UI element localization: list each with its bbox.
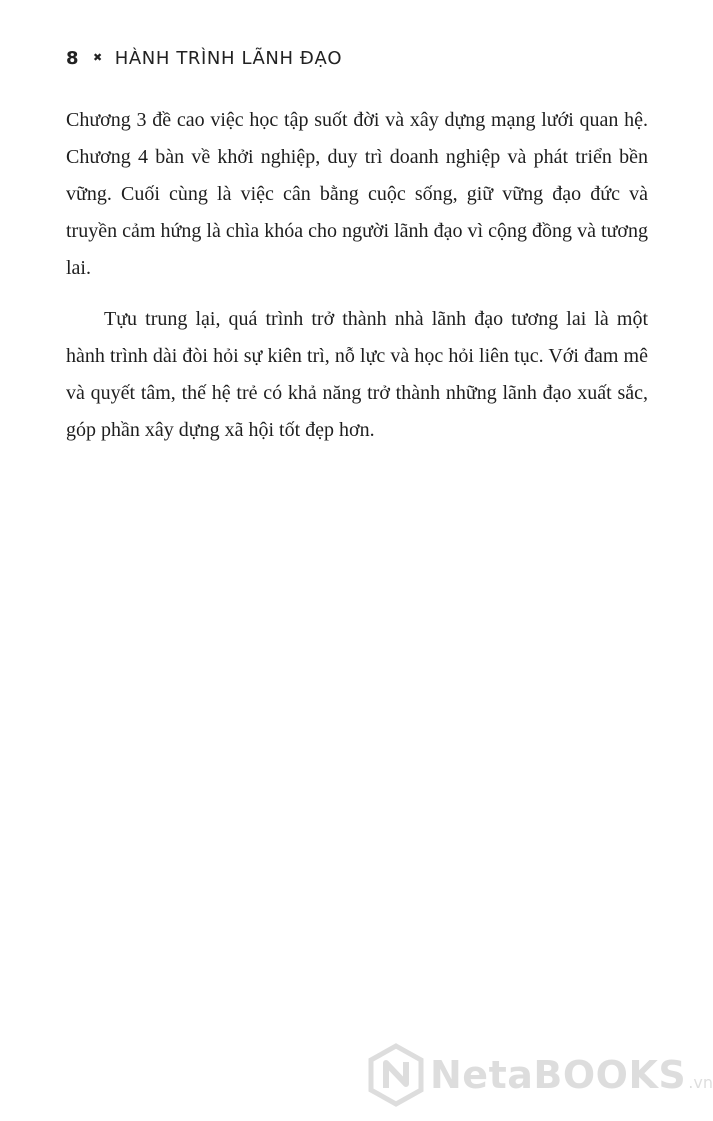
watermark bbox=[368, 1044, 713, 1106]
page-number: 8 bbox=[66, 48, 80, 69]
paragraph: Chương 3 đề cao việc học tập suốt đời và xây dựng mạng lưới quan hệ. Chương 4 bàn về khởi nghiệp, duy trì doanh nghiệp và phát triển bền vững. Cuối cùng là việc cân bằng cuộc sống, giữ vững đạo đức và truyền cảm hứng là chìa khóa cho người lãnh đạo vì cộng đồng và tương lai. bbox=[66, 109, 648, 279]
paragraph: Tựu trung lại, quá trình trở thành nhà lãnh đạo tương lai là một hành trình dài đòi hỏi sự kiên trì, nỗ lực và học hỏi liên tục. Với đam mê và quyết tâm, thế hệ trẻ có khả năng trở thành những lãnh đạo xuất sắc, góp phần xây dựng xã hội tốt đẹp hơn. bbox=[66, 308, 648, 441]
watermark-brand: NetaBOOKS bbox=[430, 1053, 687, 1097]
watermark-suffix: .vn bbox=[688, 1072, 713, 1092]
page-header bbox=[66, 48, 342, 69]
cross-separator-icon: ✖ bbox=[93, 51, 103, 64]
running-title: HÀNH TRÌNH LÃNH ĐẠO bbox=[114, 48, 343, 69]
n-hexagon-logo-icon bbox=[368, 1044, 424, 1106]
page-body bbox=[66, 102, 648, 463]
